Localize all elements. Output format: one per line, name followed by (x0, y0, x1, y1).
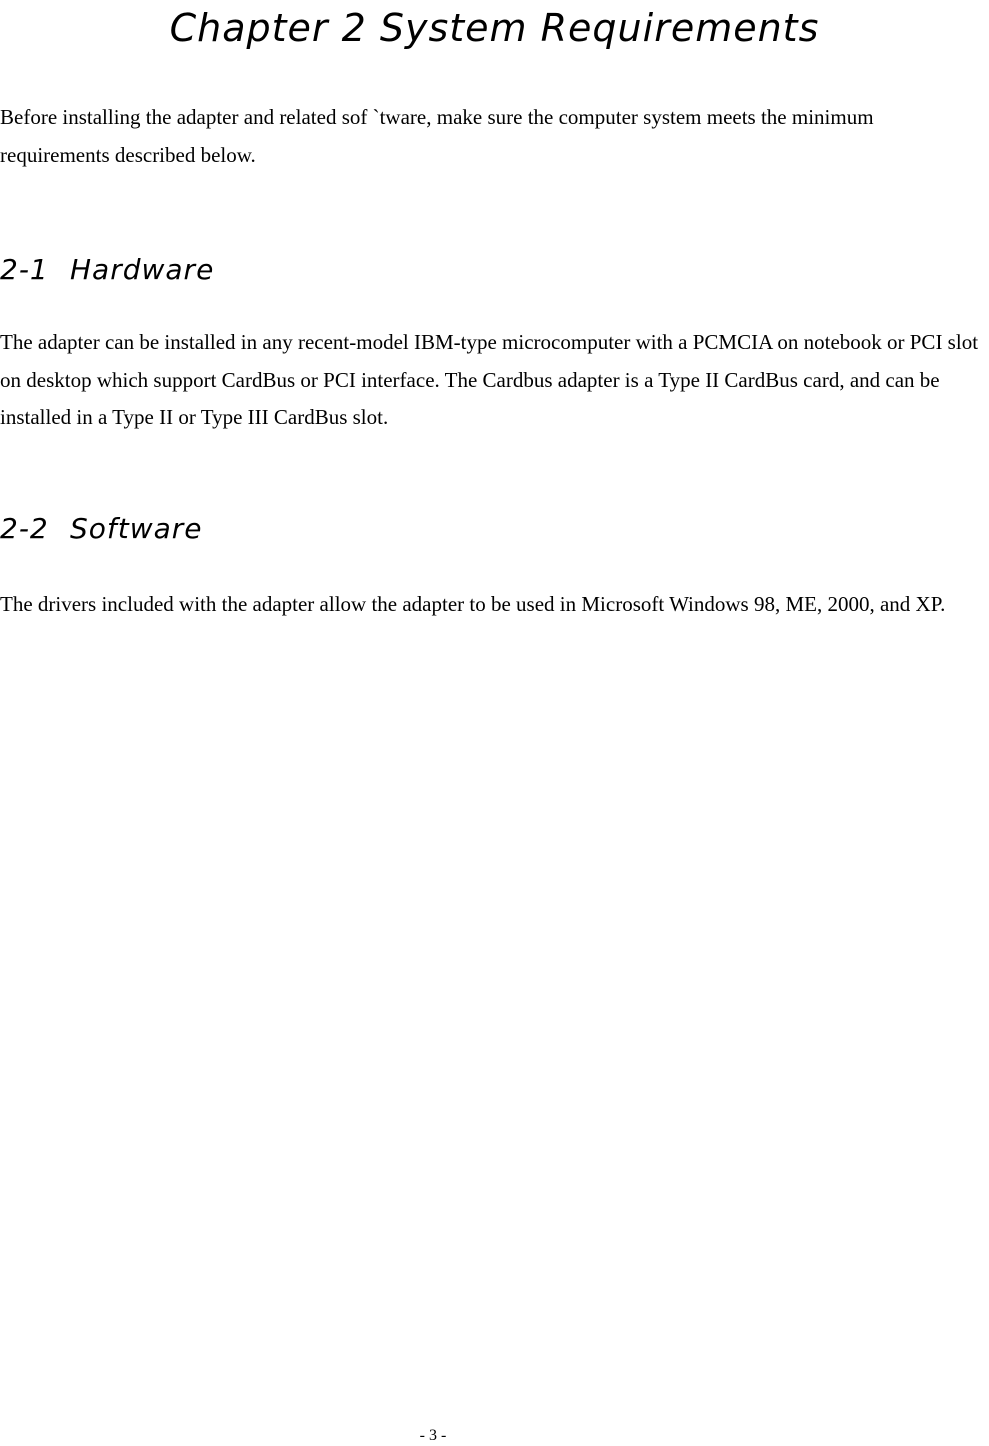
section-title: Hardware (70, 253, 215, 286)
page-number: - 3 - (419, 1427, 447, 1444)
section-number: 2-2 (0, 512, 49, 545)
intro-paragraph: Before installing the adapter and related sof `tware, make sure the computer system meets the minimum requirements described below. (0, 105, 874, 167)
software-paragraph: The drivers included with the adapter allow the adapter to be used in Microsoft Windows 98, ME, 2000, and XP. (0, 592, 946, 616)
section-heading-software (0, 511, 203, 547)
section-heading-hardware (0, 252, 214, 288)
chapter-title: Chapter 2 System Requirements (169, 6, 820, 50)
section-number: 2-1 (0, 253, 49, 286)
hardware-paragraph: The adapter can be installed in any recent-model IBM-type microcomputer with a PCMCIA on notebook or PCI slot on desktop which support CardBus or PCI interface. The Cardbus adapter is a Type II CardBus card, and can be installed in a Type II or Type III CardBus slot. (0, 330, 979, 429)
section-title: Software (70, 512, 203, 545)
